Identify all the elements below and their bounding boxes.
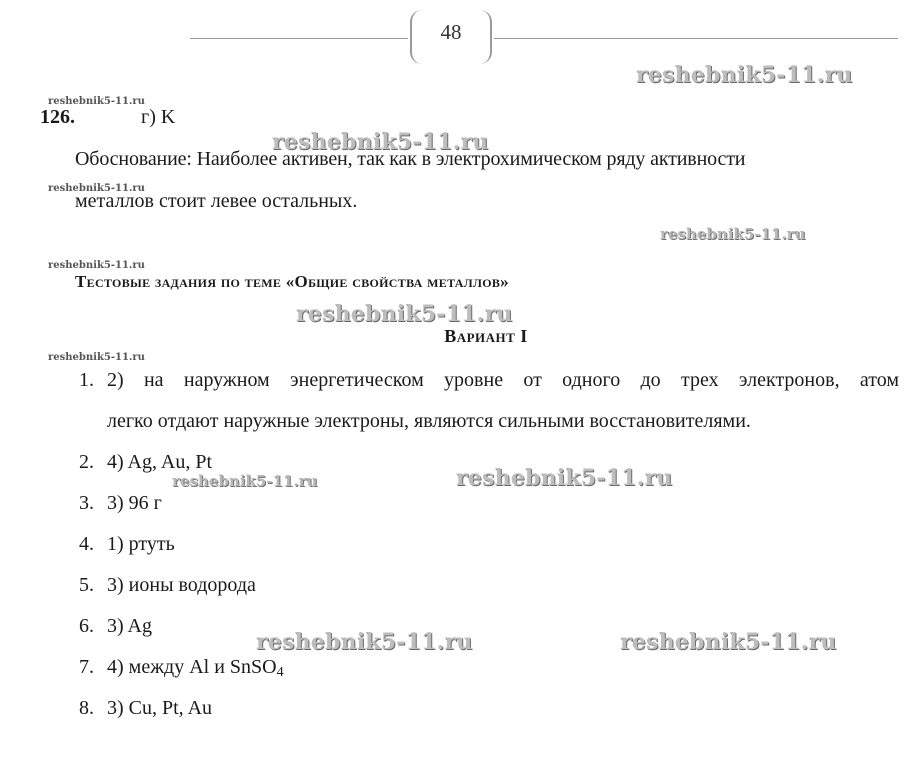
list-item-text: 4) Ag, Au, Pt xyxy=(107,451,213,473)
formula-text: 4) между Al и SnSO xyxy=(107,656,277,678)
watermark: reshebnik5-11.ru xyxy=(256,629,473,655)
list-item-number: 3. xyxy=(79,492,94,514)
formula-subscript: 4 xyxy=(276,665,284,680)
list-item-number: 8. xyxy=(79,697,94,719)
task-justification-line1: Обоснование: Наиболее активен, так как в электрохимическом ряду активности xyxy=(75,148,746,170)
watermark: reshebnik5-11.ru xyxy=(48,96,145,107)
watermark: reshebnik5-11.ru xyxy=(272,129,489,155)
list-item-text: 1) ртуть xyxy=(107,533,175,555)
list-item-text-continued: легко отдают наружные электроны, являются сильными восстановителями. xyxy=(107,410,751,432)
watermark: reshebnik5-11.ru xyxy=(660,225,806,243)
list-item-text: 3) ионы водорода xyxy=(107,574,256,596)
variant-heading: Вариант I xyxy=(444,326,528,346)
header-rule-left xyxy=(190,38,408,39)
watermark: reshebnik5-11.ru xyxy=(456,465,673,491)
watermark: reshebnik5-11.ru xyxy=(296,301,513,327)
watermark: reshebnik5-11.ru xyxy=(620,629,837,655)
page-number: 48 xyxy=(440,20,462,44)
watermark: reshebnik5-11.ru xyxy=(48,352,145,363)
list-item-number: 1. xyxy=(79,369,94,391)
watermark: reshebnik5-11.ru xyxy=(636,62,853,88)
list-item-number: 4. xyxy=(79,533,94,555)
section-heading: Тестовые задания по теме «Общие свойства металлов» xyxy=(75,272,509,291)
list-item-text: 2) на наружном энергетическом уровне от одного до трех электронов, атом xyxy=(107,369,899,391)
list-item-text: 3) Ag xyxy=(107,615,152,637)
list-item-number: 7. xyxy=(79,656,94,678)
list-item-number: 2. xyxy=(79,451,94,473)
list-item-number: 6. xyxy=(79,615,94,637)
list-item-text xyxy=(107,656,284,681)
task-number: 126. xyxy=(40,106,75,128)
page-number-frame xyxy=(410,10,492,64)
task-answer: г) K xyxy=(141,106,176,128)
watermark: reshebnik5-11.ru xyxy=(172,472,318,490)
list-item-text: 3) Cu, Pt, Au xyxy=(107,697,213,719)
list-item-number: 5. xyxy=(79,574,94,596)
watermark: reshebnik5-11.ru xyxy=(48,260,145,271)
header-rule-right xyxy=(494,38,898,39)
task-justification-line2: металлов стоит левее остальных. xyxy=(75,190,358,212)
list-item-text: 3) 96 г xyxy=(107,492,162,514)
watermark: reshebnik5-11.ru xyxy=(48,183,145,194)
